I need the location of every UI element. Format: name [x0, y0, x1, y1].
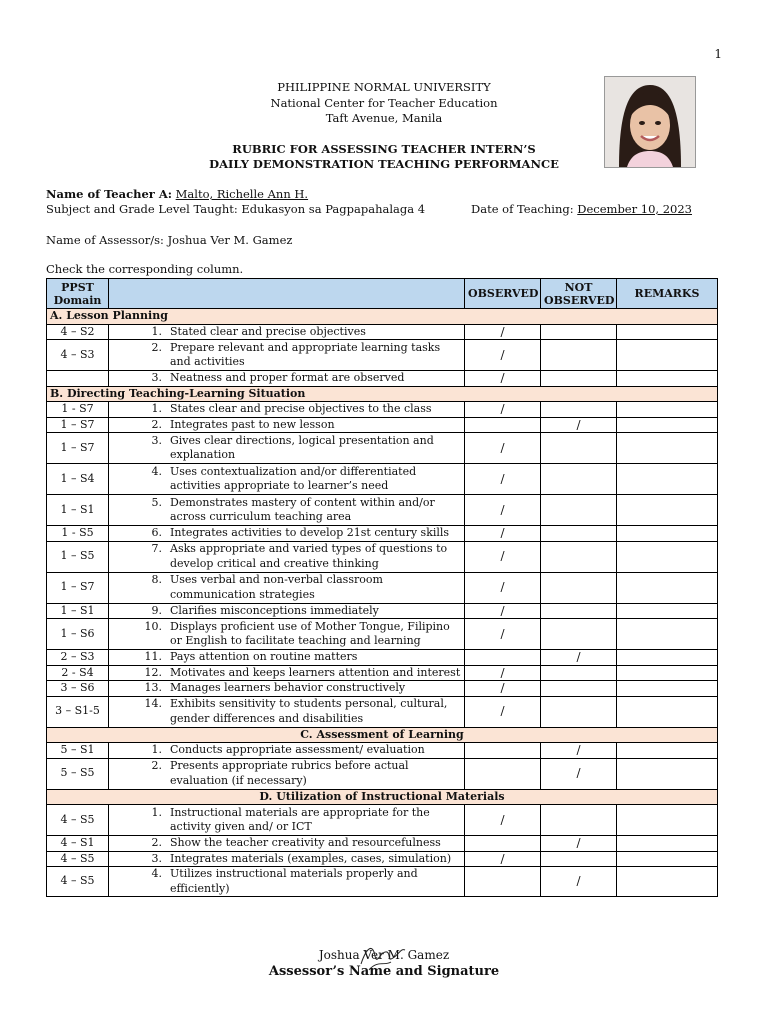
indicator-number: 9. — [151, 603, 162, 617]
indicator-text: Uses verbal and non-verbal classroom communication strategies — [170, 573, 383, 601]
indicator-text: Exhibits sensitivity to students personal, cultural, gender differences and disabilities — [170, 697, 448, 725]
remarks-cell — [617, 650, 718, 666]
indicator-number: 3. — [151, 433, 162, 447]
indicator-cell — [109, 464, 465, 495]
col-header-remarks: REMARKS — [617, 279, 718, 309]
subject-line: Subject and Grade Level Taught: Edukasyon sa Pagpapahalaga 4 — [46, 202, 426, 216]
indicator-number: 8. — [151, 573, 162, 586]
indicator-number: 5. — [151, 495, 162, 509]
date-line — [471, 202, 692, 216]
indicator-cell — [109, 402, 465, 418]
rubric-title-line-1: RUBRIC FOR ASSESSING TEACHER INTERN’S — [232, 141, 536, 156]
domain-cell: 2 - S4 — [47, 665, 109, 681]
observed-cell: / — [465, 572, 541, 603]
domain-cell: 5 – S1 — [47, 743, 109, 759]
indicator-cell — [109, 526, 465, 542]
table-row — [47, 758, 718, 789]
observed-cell: / — [465, 851, 541, 867]
observed-cell — [465, 758, 541, 789]
col-header-indicator — [109, 279, 465, 309]
table-row — [47, 650, 718, 666]
observed-cell: / — [465, 603, 541, 619]
table-header-row — [47, 279, 718, 309]
teacher-name-line — [46, 187, 308, 201]
indicator-text: Asks appropriate and varied types of questions to develop critical and creative thinking — [170, 542, 448, 570]
remarks-cell — [617, 433, 718, 464]
center-name: National Center for Teacher Education — [270, 95, 498, 110]
table-row — [47, 402, 718, 418]
remarks-cell — [617, 371, 718, 387]
not-observed-cell — [541, 541, 617, 572]
col-header-domain: PPST Domain — [47, 279, 109, 309]
not-observed-cell — [541, 696, 617, 727]
table-row — [47, 836, 718, 852]
indicator-text: Manages learners behavior constructively — [170, 681, 406, 694]
indicator-number: 2. — [151, 836, 162, 849]
section-row — [47, 309, 718, 325]
remarks-cell — [617, 758, 718, 789]
observed-cell: / — [465, 696, 541, 727]
indicator-cell — [109, 805, 465, 836]
observed-cell — [465, 650, 541, 666]
indicator-cell — [109, 758, 465, 789]
indicator-text: Neatness and proper format are observed — [170, 371, 405, 384]
indicator-cell — [109, 324, 465, 340]
col-header-not-observed: NOT OBSERVED — [541, 279, 617, 309]
not-observed-cell — [541, 526, 617, 542]
not-observed-cell: / — [541, 758, 617, 789]
not-observed-cell — [541, 619, 617, 650]
university-name: PHILIPPINE NORMAL UNIVERSITY — [277, 80, 491, 94]
indicator-cell — [109, 371, 465, 387]
indicator-number: 4. — [151, 464, 162, 478]
domain-cell: 1 – S1 — [47, 603, 109, 619]
table-row — [47, 805, 718, 836]
indicator-number: 3. — [151, 851, 162, 865]
indicator-cell — [109, 696, 465, 727]
domain-cell: 1 - S7 — [47, 402, 109, 418]
table-row — [47, 495, 718, 526]
table-row — [47, 340, 718, 371]
observed-cell: / — [465, 324, 541, 340]
remarks-cell — [617, 603, 718, 619]
domain-cell: 1 – S7 — [47, 433, 109, 464]
table-row — [47, 572, 718, 603]
indicator-text: Uses contextualization and/or differentiated activities appropriate to learner’s need — [170, 464, 417, 492]
section-title: C. Assessment of Learning — [47, 727, 718, 743]
indicator-text: Presents appropriate rubrics before actual evaluation (if necessary) — [170, 759, 409, 787]
indicator-number: 2. — [151, 759, 162, 772]
table-row — [47, 681, 718, 697]
indicator-number: 4. — [151, 867, 162, 880]
remarks-cell — [617, 805, 718, 836]
not-observed-cell: / — [541, 836, 617, 852]
indicator-text: Pays attention on routine matters — [170, 650, 358, 663]
indicator-text: Motivates and keeps learners attention and interest — [170, 665, 461, 679]
section-row — [47, 727, 718, 743]
observed-cell — [465, 836, 541, 852]
remarks-cell — [617, 681, 718, 697]
remarks-cell — [617, 526, 718, 542]
indicator-text: Integrates past to new lesson — [170, 417, 335, 431]
domain-cell: 1 - S5 — [47, 526, 109, 542]
remarks-cell — [617, 665, 718, 681]
not-observed-cell — [541, 603, 617, 619]
remarks-cell — [617, 851, 718, 867]
domain-cell: 5 – S5 — [47, 758, 109, 789]
domain-cell — [47, 371, 109, 387]
table-row — [47, 526, 718, 542]
observed-cell: / — [465, 495, 541, 526]
remarks-cell — [617, 619, 718, 650]
teacher-photo — [604, 76, 696, 168]
not-observed-cell: / — [541, 743, 617, 759]
indicator-cell — [109, 417, 465, 433]
indicator-number: 6. — [151, 526, 162, 539]
table-row — [47, 417, 718, 433]
indicator-cell — [109, 340, 465, 371]
observed-cell — [465, 867, 541, 897]
indicator-cell — [109, 681, 465, 697]
indicator-number: 3. — [151, 371, 162, 384]
indicator-number: 11. — [144, 650, 162, 663]
section-title: A. Lesson Planning — [47, 309, 718, 325]
not-observed-cell — [541, 681, 617, 697]
indicator-cell — [109, 743, 465, 759]
table-row — [47, 619, 718, 650]
not-observed-cell: / — [541, 417, 617, 433]
col-header-observed: OBSERVED — [465, 279, 541, 309]
indicator-text: Utilizes instructional materials properly and efficiently) — [170, 867, 418, 895]
table-row — [47, 541, 718, 572]
indicator-cell — [109, 619, 465, 650]
not-observed-cell — [541, 402, 617, 418]
not-observed-cell — [541, 665, 617, 681]
observed-cell — [465, 743, 541, 759]
indicator-text: Demonstrates mastery of content within and/or across curriculum teaching area — [170, 495, 435, 523]
table-row — [47, 867, 718, 897]
indicator-number: 2. — [151, 417, 162, 431]
indicator-text: Conducts appropriate assessment/ evaluation — [170, 743, 425, 756]
indicator-number: 13. — [144, 681, 162, 694]
not-observed-cell — [541, 572, 617, 603]
indicator-number: 1. — [151, 805, 162, 819]
indicator-text: Displays proficient use of Mother Tongue, Filipino or English to facilitate teaching and learning — [170, 619, 450, 647]
indicator-text: Stated clear and precise objectives — [170, 324, 366, 338]
not-observed-cell — [541, 324, 617, 340]
remarks-cell — [617, 495, 718, 526]
section-title: B. Directing Teaching-Learning Situation — [47, 386, 718, 402]
signature-caption: Assessor’s Name and Signature — [268, 964, 500, 979]
address: Taft Avenue, Manila — [325, 111, 443, 125]
domain-cell: 4 – S2 — [47, 324, 109, 340]
table-row — [47, 603, 718, 619]
observed-cell: / — [465, 805, 541, 836]
indicator-text: Integrates activities to develop 21st century skills — [170, 526, 450, 539]
indicator-cell — [109, 572, 465, 603]
domain-cell: 4 – S1 — [47, 836, 109, 852]
not-observed-cell — [541, 805, 617, 836]
domain-cell: 1 – S6 — [47, 619, 109, 650]
remarks-cell — [617, 696, 718, 727]
observed-cell: / — [465, 665, 541, 681]
domain-cell: 3 – S6 — [47, 681, 109, 697]
indicator-cell — [109, 603, 465, 619]
indicator-cell — [109, 495, 465, 526]
remarks-cell — [617, 417, 718, 433]
indicator-text: Integrates materials (examples, cases, simulation) — [170, 851, 452, 865]
page-number: 1 — [714, 47, 722, 61]
domain-cell: 1 – S7 — [47, 417, 109, 433]
indicator-text: Gives clear directions, logical presentation and explanation — [170, 433, 434, 461]
indicator-number: 14. — [144, 697, 162, 710]
observed-cell: / — [465, 402, 541, 418]
indicator-number: 10. — [144, 619, 162, 633]
domain-cell: 2 – S3 — [47, 650, 109, 666]
assessor-printed-name — [319, 948, 449, 962]
section-title: D. Utilization of Instructional Materials — [47, 789, 718, 805]
indicator-number: 12. — [144, 665, 162, 679]
remarks-cell — [617, 541, 718, 572]
observed-cell: / — [465, 464, 541, 495]
rubric-table — [46, 278, 718, 897]
not-observed-cell — [541, 495, 617, 526]
observed-cell: / — [465, 541, 541, 572]
table-row — [47, 665, 718, 681]
teacher-name: Malto, Richelle Ann H. — [175, 187, 309, 201]
indicator-text: Show the teacher creativity and resourcefulness — [170, 836, 441, 849]
domain-cell: 1 – S5 — [47, 541, 109, 572]
assessor-line: Name of Assessor/s: Joshua Ver M. Gamez — [46, 233, 293, 247]
table-row — [47, 324, 718, 340]
domain-cell: 1 – S1 — [47, 495, 109, 526]
indicator-text: States clear and precise objectives to the class — [170, 402, 432, 415]
indicator-cell — [109, 433, 465, 464]
section-row — [47, 386, 718, 402]
observed-cell: / — [465, 619, 541, 650]
not-observed-cell — [541, 433, 617, 464]
indicator-text: Clarifies misconceptions immediately — [170, 603, 379, 617]
signature-scribble — [357, 942, 409, 972]
indicator-cell — [109, 867, 465, 897]
domain-cell: 4 – S5 — [47, 805, 109, 836]
remarks-cell — [617, 324, 718, 340]
observed-cell: / — [465, 371, 541, 387]
remarks-cell — [617, 836, 718, 852]
indicator-number: 1. — [151, 402, 162, 415]
assessor-name-text: Joshua Ver M. Gamez — [318, 948, 450, 962]
indicator-number: 7. — [151, 542, 162, 555]
domain-cell: 4 – S5 — [47, 851, 109, 867]
section-row — [47, 789, 718, 805]
table-row — [47, 464, 718, 495]
not-observed-cell — [541, 464, 617, 495]
domain-cell: 4 – S3 — [47, 340, 109, 371]
observed-cell: / — [465, 681, 541, 697]
indicator-text: Instructional materials are appropriate for the activity given and/ or ICT — [170, 805, 430, 833]
table-row — [47, 433, 718, 464]
observed-cell: / — [465, 526, 541, 542]
indicator-number: 1. — [151, 743, 162, 756]
teacher-label: Name of Teacher A: — [46, 187, 172, 201]
not-observed-cell: / — [541, 650, 617, 666]
rubric-title-line-2: DAILY DEMONSTRATION TEACHING PERFORMANCE — [209, 157, 559, 171]
not-observed-cell — [541, 371, 617, 387]
remarks-cell — [617, 867, 718, 897]
remarks-cell — [617, 464, 718, 495]
not-observed-cell: / — [541, 867, 617, 897]
table-row — [47, 371, 718, 387]
rubric-body — [47, 309, 718, 897]
table-row — [47, 743, 718, 759]
not-observed-cell — [541, 851, 617, 867]
domain-cell: 4 – S5 — [47, 867, 109, 897]
remarks-cell — [617, 402, 718, 418]
indicator-text: Prepare relevant and appropriate learning tasks and activities — [170, 340, 441, 368]
observed-cell — [465, 417, 541, 433]
observed-cell: / — [465, 433, 541, 464]
signature-block — [0, 944, 768, 979]
table-row — [47, 851, 718, 867]
indicator-number: 2. — [151, 340, 162, 354]
indicator-cell — [109, 851, 465, 867]
domain-cell: 1 – S7 — [47, 572, 109, 603]
indicator-cell — [109, 541, 465, 572]
table-row — [47, 696, 718, 727]
indicator-cell — [109, 665, 465, 681]
indicator-number: 1. — [151, 324, 162, 338]
not-observed-cell — [541, 340, 617, 371]
instruction-line: Check the corresponding column. — [46, 262, 244, 276]
remarks-cell — [617, 743, 718, 759]
domain-cell: 3 – S1-5 — [47, 696, 109, 727]
date-label: Date of Teaching: — [471, 202, 578, 216]
indicator-cell — [109, 836, 465, 852]
date-value: December 10, 2023 — [577, 202, 692, 216]
domain-cell: 1 – S4 — [47, 464, 109, 495]
remarks-cell — [617, 572, 718, 603]
observed-cell: / — [465, 340, 541, 371]
indicator-cell — [109, 650, 465, 666]
remarks-cell — [617, 340, 718, 371]
